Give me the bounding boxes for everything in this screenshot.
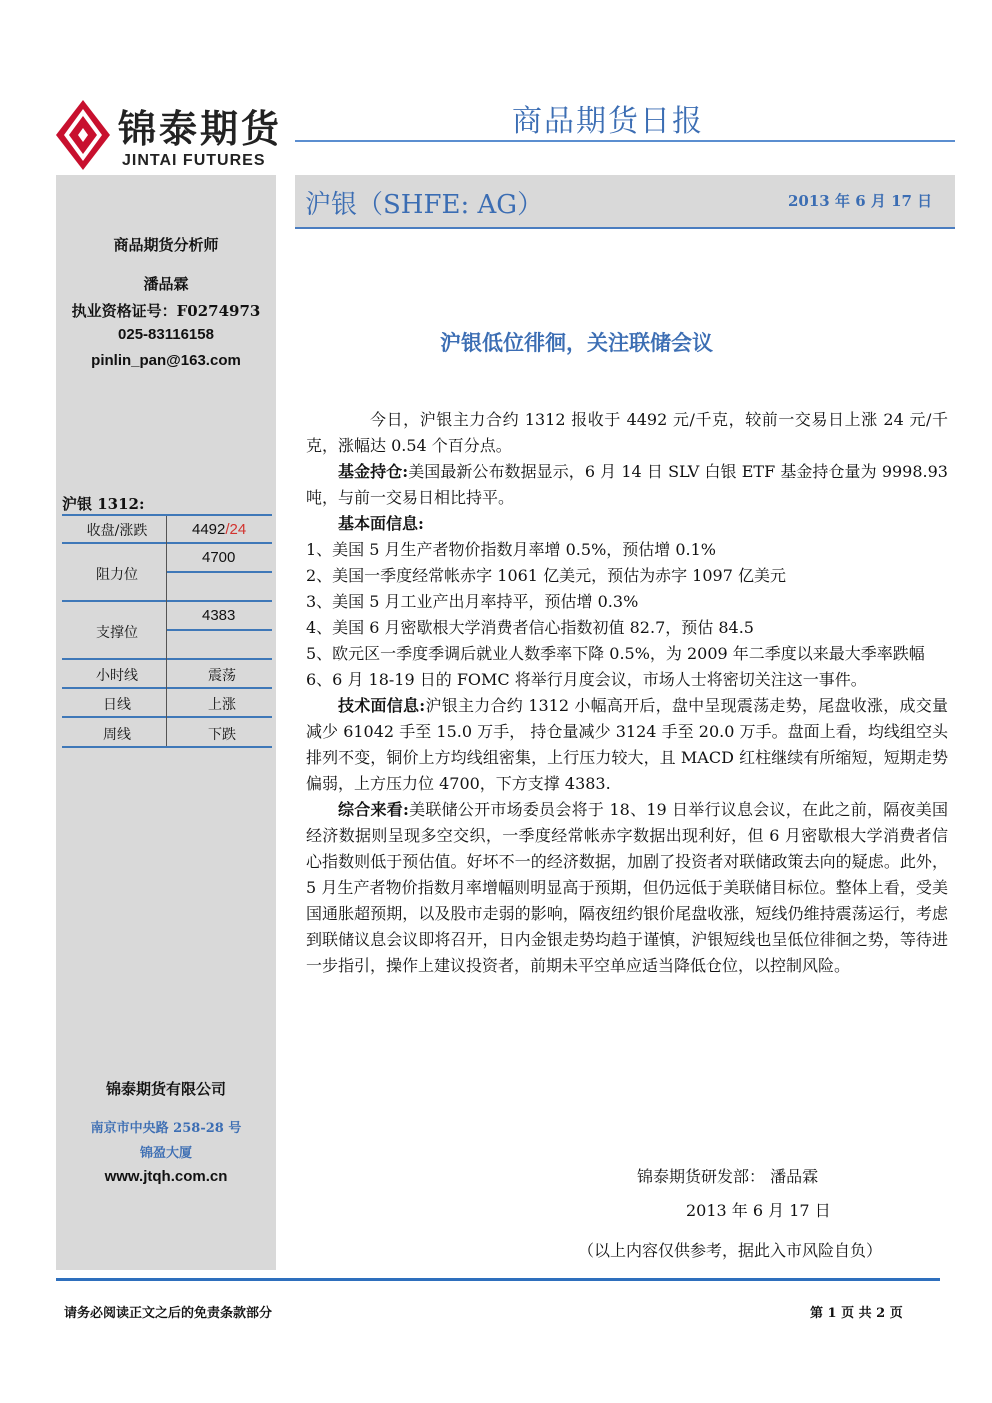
analyst-license: 执业资格证号：F0274973	[71, 302, 261, 320]
company-address-line1: 南京市中央路 258-28 号	[90, 1121, 242, 1136]
contract-label: 沪银 1312:	[62, 495, 145, 513]
weekly-value: 下跌	[208, 727, 236, 743]
hourly-label: 小时线	[96, 668, 138, 684]
close-value: 4492	[192, 521, 226, 538]
daily-label: 日线	[103, 697, 131, 713]
fundamentals-heading-paragraph	[306, 511, 948, 537]
list-item: 3、美国 5 月工业产出月率持平，预估增 0.3%	[306, 592, 639, 611]
list-item: 5、欧元区一季度季调后就业人数季率下降 0.5%，为 2009 年二季度以来最大季率跌幅	[306, 644, 925, 663]
risk-disclaimer: （以上内容仅供参考，据此入市风险自负）	[578, 1241, 883, 1260]
weekly-row	[62, 718, 272, 748]
logo-mark-icon	[56, 100, 110, 170]
resistance-row	[62, 544, 272, 602]
summary-paragraph: 今日，沪银主力合约 1312 报收于 4492 元/千克，较前一交易日上涨 24 元/千克，涨幅达 0.54 个百分点。	[306, 410, 948, 455]
close-label: 收盘/涨跌	[86, 523, 148, 539]
fundamentals-label: 基本面信息:	[338, 514, 424, 533]
header-divider	[295, 140, 955, 142]
company-website: www.jtqh.com.cn	[104, 1168, 228, 1185]
support-underline	[166, 629, 272, 631]
company-name: 锦泰期货有限公司	[105, 1080, 226, 1098]
resistance-underline	[166, 571, 272, 573]
resistance-value: 4700	[202, 549, 236, 566]
daily-row	[62, 689, 272, 718]
report-title: 商品期货日报	[512, 104, 704, 139]
fund-holdings-label: 基金持仓:	[338, 462, 409, 481]
conclusion-text: 美联储公开市场委员会将于 18、19 日举行议息会议，在此之前，隔夜美国经济数据则呈现多空交织，一季度经常帐赤字数据出现利好，但 6 月密歇根大学消费者信心指数则低于预估值。好坏不一的经济数据，加剧了投资者对联储政策去向的疑虑。此外，5 月生产者物价指数月率增幅则明显高于预期，但仍远低于美联储目标位。整体上看，受美国通胀超预期，以及股市走弱的影响，隔夜纽约银价尾盘收涨，短线仍维持震荡运行，考虑到联储议息会议即将召开，日内金银走势均趋于谨慎，沪银短线也呈低位徘徊之势，等待进一步指引，操作上建议投资者，前期未平空单应适当降低仓位，以控制风险。	[306, 800, 948, 975]
close-row	[62, 516, 272, 544]
list-item: 4、美国 6 月密歇根大学消费者信心指数初值 82.7，预估 84.5	[306, 618, 754, 637]
list-item: 6、6 月 18-19 日的 FOMC 将举行月度会议，市场人士将密切关注这一事件。	[306, 670, 867, 689]
fund-holdings-paragraph	[306, 459, 948, 511]
close-value-group	[192, 521, 292, 538]
conclusion-label: 综合来看:	[338, 800, 409, 819]
subject-title: 沪银（SHFE: AG）	[305, 190, 544, 220]
list-item: 2、美国一季度经常帐赤字 1061 亿美元，预估为赤字 1097 亿美元	[306, 566, 786, 585]
footer-divider	[56, 1278, 940, 1281]
daily-value: 上涨	[208, 697, 236, 713]
support-row	[62, 602, 272, 660]
close-change: 24	[229, 521, 247, 538]
footer-disclaimer-note: 请务必阅读正文之后的免责条款部分	[64, 1306, 273, 1321]
analyst-title: 商品期货分析师	[113, 236, 219, 254]
hourly-value: 震荡	[208, 668, 236, 684]
close-separator: /	[225, 521, 230, 538]
technical-paragraph	[306, 693, 948, 797]
logo-text-en: JINTAI FUTURES	[122, 152, 266, 169]
hourly-row	[62, 660, 272, 689]
signature-date: 2013 年 6 月 17 日	[686, 1201, 831, 1220]
support-label: 支撑位	[96, 625, 138, 641]
headline: 沪银低位徘徊，关注联储会议	[440, 331, 713, 355]
subject-divider	[295, 227, 955, 229]
report-body	[306, 407, 948, 979]
conclusion-paragraph	[306, 797, 948, 979]
company-address-line2: 锦盈大厦	[139, 1146, 192, 1161]
fund-holdings-text: 美国最新公布数据显示，6 月 14 日 SLV 白银 ETF 基金持仓量为 9998.93 吨，与前一交易日相比持平。	[306, 462, 948, 507]
page-number: 第 1 页 共 2 页	[810, 1306, 903, 1321]
table-column-divider	[166, 516, 167, 746]
logo-text-cn: 锦泰期货	[118, 107, 283, 151]
resistance-label: 阻力位	[96, 567, 138, 583]
technical-label: 技术面信息:	[338, 696, 426, 715]
weekly-label: 周线	[103, 727, 131, 743]
list-item: 1、美国 5 月生产者物价指数月率增 0.5%，预估增 0.1%	[306, 540, 717, 559]
technical-text: 沪银主力合约 1312 小幅高开后，盘中呈现震荡走势，尾盘收涨，成交量减少 61042 手至 15.0 万手， 持仓量减少 3124 手至 20.0 万手。盘面上看，均线组空头排列不变，铜价上方均线组密集，上行压力较大，且 MACD 红柱继续有所缩短，短期走势偏弱，上方压力位 4700，下方支撑 4383.	[306, 696, 948, 793]
support-value: 4383	[202, 607, 236, 624]
signature: 锦泰期货研发部： 潘品霖	[637, 1167, 819, 1186]
analyst-phone: 025-83116158	[118, 326, 214, 343]
analyst-email: pinlin_pan@163.com	[91, 352, 241, 369]
analyst-name: 潘品霖	[143, 275, 189, 293]
report-date: 2013 年 6 月 17 日	[788, 192, 933, 210]
